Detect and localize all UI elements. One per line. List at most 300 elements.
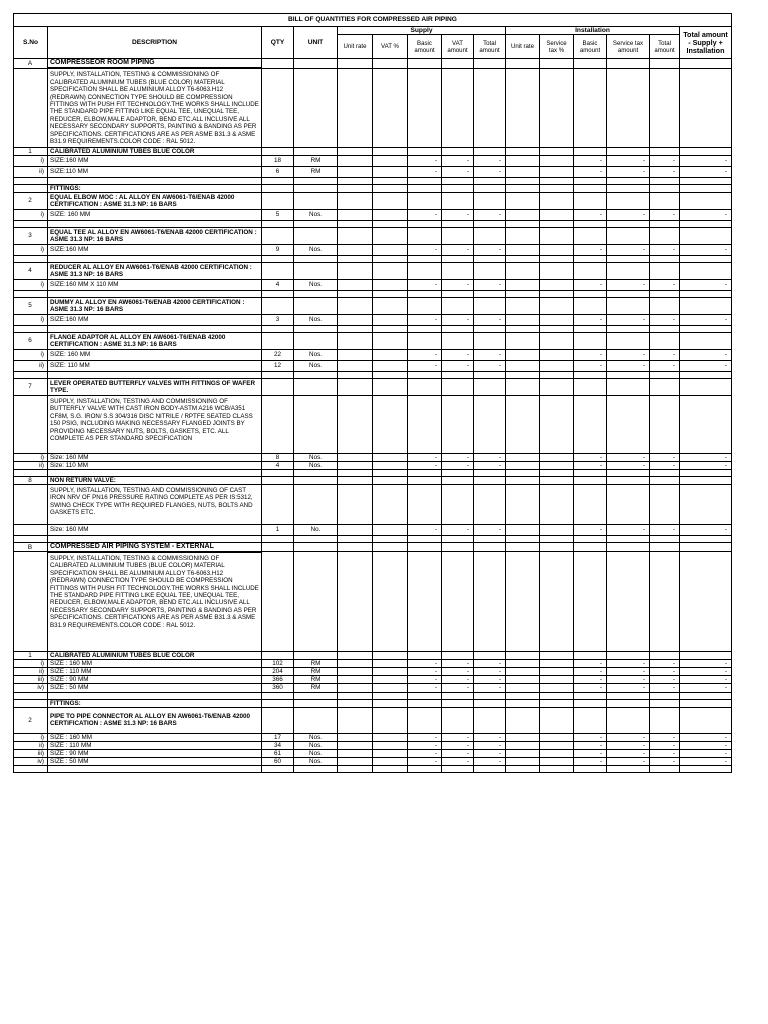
- cell-amount: -: [442, 524, 474, 535]
- cell-amount: [338, 692, 373, 699]
- cell-sno: [14, 692, 48, 699]
- cell-amount: [408, 484, 442, 524]
- table-row: [14, 652, 732, 660]
- cell-amount: -: [442, 684, 474, 692]
- cell-amount: [442, 220, 474, 227]
- cell-sno: i): [14, 660, 48, 668]
- cell-amount: [574, 297, 607, 314]
- cell-amount: -: [574, 209, 607, 220]
- cell-description: SIZE : 50 MM: [48, 757, 262, 765]
- cell-amount: [338, 192, 373, 209]
- cell-amount: -: [680, 676, 732, 684]
- boq-table: [13, 13, 732, 773]
- cell-qty: 8: [262, 453, 294, 461]
- cell-sno: 2: [14, 192, 48, 209]
- cell-sno: 2: [14, 707, 48, 733]
- cell-amount: -: [680, 314, 732, 325]
- col-qty: QTY: [262, 27, 294, 59]
- cell-sno: iii): [14, 676, 48, 684]
- cell-amount: -: [408, 209, 442, 220]
- cell-amount: [373, 453, 408, 461]
- cell-amount: [338, 68, 373, 147]
- cell-amount: [442, 255, 474, 262]
- cell-amount: [680, 542, 732, 551]
- cell-amount: -: [574, 524, 607, 535]
- cell-amount: [408, 692, 442, 699]
- cell-amount: [607, 652, 650, 660]
- cell-amount: [408, 262, 442, 279]
- cell-amount: [373, 155, 408, 166]
- cell-amount: [338, 220, 373, 227]
- cell-amount: [338, 749, 373, 757]
- cell-amount: [680, 262, 732, 279]
- cell-sno: 8: [14, 476, 48, 484]
- cell-amount: -: [408, 733, 442, 741]
- cell-amount: [408, 297, 442, 314]
- cell-amount: [506, 166, 540, 177]
- cell-amount: [338, 349, 373, 360]
- cell-amount: -: [442, 166, 474, 177]
- table-row: [14, 155, 732, 166]
- cell-description: FITTINGS:: [48, 699, 262, 707]
- cell-description: PIPE TO PIPE CONNECTOR AL ALLOY EN AW6061-T6/ENAB 42000 CERTIFICATION : ASME 31.3 NP: 16 BARS: [48, 707, 262, 733]
- cell-amount: [338, 155, 373, 166]
- cell-description: LEVER OPERATED BUTTERFLY VALVES WITH FITTINGS OF WAFER TYPE.: [48, 378, 262, 395]
- cell-amount: [408, 535, 442, 542]
- cell-amount: [474, 332, 506, 349]
- cell-amount: [442, 192, 474, 209]
- cell-amount: [680, 652, 732, 660]
- cell-unit: [294, 147, 338, 155]
- cell-sno: ii): [14, 741, 48, 749]
- table-row: [14, 59, 732, 68]
- cell-amount: -: [680, 660, 732, 668]
- cell-qty: 17: [262, 733, 294, 741]
- cell-qty: [262, 535, 294, 542]
- cell-amount: -: [650, 360, 680, 371]
- cell-amount: [408, 325, 442, 332]
- cell-amount: -: [474, 314, 506, 325]
- cell-qty: [262, 484, 294, 524]
- cell-amount: [373, 184, 408, 192]
- cell-amount: [373, 177, 408, 184]
- cell-sno: [14, 395, 48, 453]
- cell-description: DUMMY AL ALLOY EN AW6061-T6/ENAB 42000 CERTIFICATION : ASME 31.3 NP: 16 BARS: [48, 297, 262, 314]
- cell-amount: [540, 749, 574, 757]
- cell-amount: [338, 314, 373, 325]
- col-inst-service-tax-pct: Service tax %: [540, 35, 574, 59]
- cell-amount: [574, 262, 607, 279]
- cell-amount: -: [574, 166, 607, 177]
- cell-amount: [506, 59, 540, 68]
- cell-amount: [540, 668, 574, 676]
- cell-amount: -: [574, 155, 607, 166]
- cell-amount: [338, 652, 373, 660]
- table-row: [14, 524, 732, 535]
- cell-amount: [574, 395, 607, 453]
- cell-sno: 3: [14, 227, 48, 244]
- cell-amount: [373, 378, 408, 395]
- cell-amount: [574, 290, 607, 297]
- cell-amount: -: [607, 349, 650, 360]
- table-row: [14, 707, 732, 733]
- cell-amount: [442, 699, 474, 707]
- cell-sno: [14, 469, 48, 476]
- cell-amount: [373, 314, 408, 325]
- cell-amount: [680, 290, 732, 297]
- cell-amount: [408, 147, 442, 155]
- cell-amount: [540, 184, 574, 192]
- cell-amount: -: [442, 668, 474, 676]
- table-row: [14, 542, 732, 551]
- cell-qty: 18: [262, 155, 294, 166]
- cell-amount: [540, 765, 574, 772]
- cell-description: NON RETURN VALVE:: [48, 476, 262, 484]
- cell-amount: [506, 68, 540, 147]
- cell-amount: -: [607, 668, 650, 676]
- cell-amount: [506, 332, 540, 349]
- cell-amount: [474, 297, 506, 314]
- cell-sno: 4: [14, 262, 48, 279]
- cell-amount: [338, 262, 373, 279]
- cell-amount: -: [442, 660, 474, 668]
- cell-amount: -: [408, 155, 442, 166]
- cell-amount: [408, 290, 442, 297]
- cell-amount: [650, 469, 680, 476]
- cell-amount: [408, 469, 442, 476]
- cell-unit: Nos.: [294, 733, 338, 741]
- cell-amount: [574, 332, 607, 349]
- cell-amount: [338, 552, 373, 652]
- cell-amount: [408, 371, 442, 378]
- cell-amount: [373, 692, 408, 699]
- cell-amount: [650, 332, 680, 349]
- table-row: [14, 699, 732, 707]
- cell-unit: RM: [294, 668, 338, 676]
- table-row: [14, 668, 732, 676]
- cell-amount: -: [650, 314, 680, 325]
- cell-amount: [442, 332, 474, 349]
- cell-amount: [506, 552, 540, 652]
- cell-amount: [373, 660, 408, 668]
- cell-amount: -: [607, 209, 650, 220]
- cell-amount: [373, 668, 408, 676]
- cell-amount: [408, 378, 442, 395]
- table-row: [14, 147, 732, 155]
- cell-amount: -: [474, 668, 506, 676]
- cell-amount: [474, 220, 506, 227]
- cell-sno: i): [14, 314, 48, 325]
- cell-amount: [442, 395, 474, 453]
- cell-amount: [607, 184, 650, 192]
- cell-amount: [373, 297, 408, 314]
- cell-amount: [540, 524, 574, 535]
- cell-amount: -: [650, 209, 680, 220]
- cell-unit: [294, 484, 338, 524]
- cell-amount: -: [680, 360, 732, 371]
- col-unit: UNIT: [294, 27, 338, 59]
- cell-amount: -: [650, 453, 680, 461]
- cell-amount: -: [474, 360, 506, 371]
- cell-qty: 1: [262, 524, 294, 535]
- cell-sno: i): [14, 733, 48, 741]
- cell-amount: [373, 749, 408, 757]
- cell-amount: -: [650, 166, 680, 177]
- cell-description: [48, 177, 262, 184]
- cell-amount: -: [574, 453, 607, 461]
- cell-amount: -: [650, 733, 680, 741]
- cell-amount: -: [574, 279, 607, 290]
- cell-sno: [14, 552, 48, 652]
- cell-amount: [506, 652, 540, 660]
- cell-amount: [408, 476, 442, 484]
- cell-amount: -: [408, 279, 442, 290]
- cell-amount: [506, 371, 540, 378]
- cell-amount: [650, 147, 680, 155]
- cell-description: SIZE: 110 MM: [48, 360, 262, 371]
- cell-amount: [506, 707, 540, 733]
- cell-qty: 34: [262, 741, 294, 749]
- cell-amount: [338, 332, 373, 349]
- cell-amount: -: [680, 757, 732, 765]
- cell-amount: -: [474, 660, 506, 668]
- cell-amount: [474, 192, 506, 209]
- cell-amount: -: [474, 684, 506, 692]
- cell-amount: [506, 684, 540, 692]
- cell-amount: [442, 177, 474, 184]
- cell-qty: 102: [262, 660, 294, 668]
- cell-unit: [294, 220, 338, 227]
- cell-amount: [540, 461, 574, 469]
- cell-amount: [540, 166, 574, 177]
- cell-qty: 3: [262, 314, 294, 325]
- cell-amount: [506, 660, 540, 668]
- cell-qty: 22: [262, 349, 294, 360]
- cell-amount: [540, 349, 574, 360]
- cell-amount: [474, 542, 506, 551]
- cell-sno: 7: [14, 378, 48, 395]
- cell-amount: [373, 279, 408, 290]
- cell-amount: [540, 314, 574, 325]
- cell-amount: [680, 699, 732, 707]
- cell-amount: [442, 184, 474, 192]
- cell-amount: -: [680, 209, 732, 220]
- cell-amount: [574, 192, 607, 209]
- cell-amount: [408, 177, 442, 184]
- cell-amount: [373, 227, 408, 244]
- cell-amount: [338, 297, 373, 314]
- cell-amount: [574, 542, 607, 551]
- cell-amount: [540, 192, 574, 209]
- table-row: [14, 765, 732, 772]
- cell-amount: [338, 378, 373, 395]
- cell-amount: -: [442, 155, 474, 166]
- cell-amount: [338, 325, 373, 332]
- cell-unit: Nos.: [294, 279, 338, 290]
- cell-description: SIZE: 160 MM: [48, 349, 262, 360]
- cell-qty: [262, 371, 294, 378]
- cell-amount: -: [408, 749, 442, 757]
- cell-amount: [650, 262, 680, 279]
- cell-amount: [650, 542, 680, 551]
- cell-amount: [506, 461, 540, 469]
- cell-description: SIZE : 110 MM: [48, 741, 262, 749]
- cell-sno: ii): [14, 360, 48, 371]
- cell-amount: [680, 59, 732, 68]
- cell-amount: [506, 524, 540, 535]
- cell-amount: [574, 692, 607, 699]
- cell-amount: -: [408, 676, 442, 684]
- cell-amount: [408, 184, 442, 192]
- cell-amount: [680, 476, 732, 484]
- cell-amount: [607, 469, 650, 476]
- cell-amount: [540, 676, 574, 684]
- cell-amount: [338, 542, 373, 551]
- cell-amount: -: [442, 733, 474, 741]
- cell-amount: [338, 371, 373, 378]
- table-row: [14, 166, 732, 177]
- cell-sno: 6: [14, 332, 48, 349]
- cell-amount: [338, 290, 373, 297]
- cell-amount: [650, 177, 680, 184]
- cell-amount: [680, 177, 732, 184]
- cell-amount: [373, 68, 408, 147]
- cell-amount: [373, 676, 408, 684]
- cell-amount: [338, 733, 373, 741]
- cell-amount: [474, 395, 506, 453]
- cell-amount: [338, 676, 373, 684]
- cell-amount: -: [574, 461, 607, 469]
- table-row: [14, 378, 732, 395]
- table-row: [14, 552, 732, 652]
- cell-amount: -: [650, 244, 680, 255]
- cell-amount: [506, 360, 540, 371]
- cell-amount: [540, 279, 574, 290]
- cell-amount: [607, 297, 650, 314]
- cell-amount: [338, 484, 373, 524]
- cell-qty: [262, 255, 294, 262]
- cell-unit: Nos.: [294, 314, 338, 325]
- cell-amount: [650, 552, 680, 652]
- cell-unit: [294, 59, 338, 68]
- table-row: [14, 684, 732, 692]
- cell-amount: [373, 524, 408, 535]
- cell-amount: [474, 290, 506, 297]
- table-row: [14, 676, 732, 684]
- cell-sno: iv): [14, 684, 48, 692]
- cell-description: [48, 692, 262, 699]
- cell-amount: -: [607, 461, 650, 469]
- cell-amount: -: [650, 660, 680, 668]
- cell-amount: [408, 332, 442, 349]
- cell-unit: [294, 395, 338, 453]
- cell-amount: -: [574, 749, 607, 757]
- cell-amount: [650, 692, 680, 699]
- cell-amount: [338, 166, 373, 177]
- table-row: [14, 476, 732, 484]
- cell-qty: [262, 476, 294, 484]
- cell-amount: -: [574, 360, 607, 371]
- cell-amount: [338, 699, 373, 707]
- cell-sno: i): [14, 155, 48, 166]
- cell-unit: Nos.: [294, 741, 338, 749]
- cell-amount: -: [474, 461, 506, 469]
- cell-amount: [540, 262, 574, 279]
- cell-amount: -: [574, 733, 607, 741]
- cell-amount: -: [607, 155, 650, 166]
- cell-description: FLANGE ADAPTOR AL ALLOY EN AW6061-T6/ENAB 42000 CERTIFICATION : ASME 31.3 NP: 16 BARS: [48, 332, 262, 349]
- cell-amount: -: [650, 757, 680, 765]
- cell-amount: [540, 325, 574, 332]
- cell-amount: [408, 192, 442, 209]
- cell-amount: -: [650, 524, 680, 535]
- cell-qty: [262, 262, 294, 279]
- cell-amount: -: [607, 314, 650, 325]
- cell-amount: [338, 227, 373, 244]
- cell-unit: Nos.: [294, 209, 338, 220]
- table-row: [14, 461, 732, 469]
- cell-unit: [294, 476, 338, 484]
- table-row: [14, 290, 732, 297]
- cell-unit: [294, 692, 338, 699]
- cell-amount: [474, 255, 506, 262]
- cell-sno: ii): [14, 668, 48, 676]
- cell-amount: [408, 255, 442, 262]
- cell-amount: -: [574, 314, 607, 325]
- cell-amount: [540, 378, 574, 395]
- cell-qty: [262, 469, 294, 476]
- cell-qty: 12: [262, 360, 294, 371]
- cell-amount: -: [408, 244, 442, 255]
- cell-sno: i): [14, 279, 48, 290]
- cell-amount: [474, 469, 506, 476]
- cell-amount: [442, 692, 474, 699]
- cell-amount: -: [650, 749, 680, 757]
- table-row: [14, 484, 732, 524]
- cell-unit: [294, 699, 338, 707]
- cell-description: EQUAL TEE AL ALLOY EN AW6061-T6/ENAB 42000 CERTIFICATION : ASME 31.3 NP: 16 BARS: [48, 227, 262, 244]
- cell-amount: [338, 279, 373, 290]
- cell-amount: [680, 220, 732, 227]
- cell-sno: 5: [14, 297, 48, 314]
- cell-amount: [442, 378, 474, 395]
- cell-unit: [294, 262, 338, 279]
- cell-amount: [373, 360, 408, 371]
- cell-amount: [373, 244, 408, 255]
- table-row: [14, 395, 732, 453]
- cell-amount: [574, 220, 607, 227]
- cell-amount: -: [408, 741, 442, 749]
- cell-amount: [680, 147, 732, 155]
- cell-amount: [650, 220, 680, 227]
- cell-qty: [262, 192, 294, 209]
- cell-description: CALIBRATED ALUMINIUM TUBES BLUE COLOR: [48, 652, 262, 660]
- cell-sno: ii): [14, 461, 48, 469]
- cell-amount: [474, 325, 506, 332]
- cell-amount: -: [607, 660, 650, 668]
- cell-qty: [262, 290, 294, 297]
- cell-amount: [680, 255, 732, 262]
- cell-amount: [650, 325, 680, 332]
- cell-sno: iii): [14, 749, 48, 757]
- cell-amount: [474, 484, 506, 524]
- cell-amount: [338, 395, 373, 453]
- cell-qty: 4: [262, 461, 294, 469]
- cell-sno: ii): [14, 166, 48, 177]
- col-sno: S.No: [14, 27, 48, 59]
- cell-amount: [373, 757, 408, 765]
- cell-amount: [607, 220, 650, 227]
